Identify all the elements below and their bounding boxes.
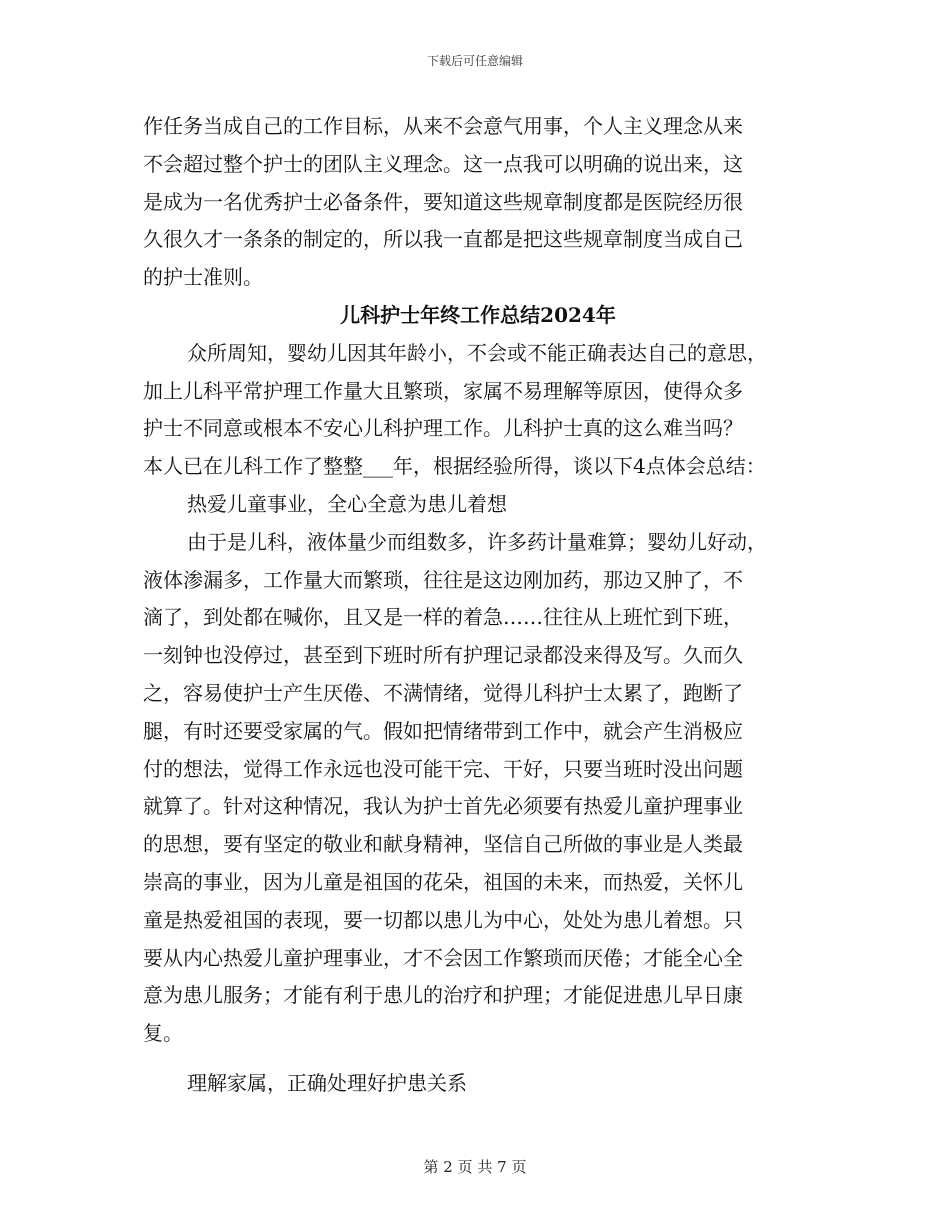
text-line: 的护士准则。: [143, 265, 263, 290]
text-line: 众所周知，婴幼儿因其年龄小，不会或不能正确表达自己的意思，: [187, 340, 767, 365]
text-line: 意为患儿服务；才能有利于患儿的治疗和护理；才能促进患儿早日康: [143, 983, 743, 1008]
paragraph-1: [143, 335, 813, 486]
text-line: 童是热爱祖国的表现，要一切都以患儿为中心，处处为患儿着想。只: [143, 907, 743, 932]
subheading-2: 理解家属，正确处理好护患关系: [187, 1070, 467, 1095]
text-line: 加上儿科平常护理工作量大且繁琐，家属不易理解等原因，使得众多: [143, 378, 743, 403]
text-line: 护士不同意或根本不安心儿科护理工作。儿科护士真的这么难当吗？: [143, 416, 743, 441]
text-line: 腿，有时还要受家属的气。假如把情绪带到工作中，就会产生消极应: [143, 718, 743, 743]
text-line: 就算了。针对这种情况，我认为护士首先必须要有热爱儿童护理事业: [143, 794, 743, 819]
text-line: 的思想，要有坚定的敬业和献身精神，坚信自己所做的事业是人类最: [143, 832, 743, 857]
text-line: 不会超过整个护士的团队主义理念。这一点我可以明确的说出来，这: [143, 151, 743, 176]
text-line: 复。: [143, 1021, 183, 1046]
spacer: [143, 1053, 813, 1065]
section-title: 儿科护士年终工作总结2024年: [340, 302, 616, 327]
subheading-1: 热爱儿童事业，全心全意为患儿着想: [187, 491, 507, 516]
page-header: 下载后可任意编辑: [426, 54, 523, 68]
text-line: 是成为一名优秀护士必备条件，要知道这些规章制度都是医院经历很: [143, 189, 743, 214]
text-line: 久很久才一条条的制定的，所以我一直都是把这些规章制度当成自己: [143, 227, 743, 252]
text-line: 一刻钟也没停过，甚至到下班时所有护理记录都没来得及写。久而久: [143, 643, 743, 668]
text-line: 要从内心热爱儿童护理事业，才不会因工作繁琐而厌倦；才能全心全: [143, 945, 743, 970]
text-line: 之，容易使护士产生厌倦、不满情绪，觉得儿科护士太累了，跑断了: [143, 680, 743, 705]
text-line: 付的想法，觉得工作永远也没可能干完、干好，只要当班时没出问题: [143, 756, 743, 781]
intro-paragraph: [143, 108, 813, 297]
text-line: 由于是儿科，液体量少而组数多，许多药计量难算；婴幼儿好动，: [187, 529, 767, 554]
text-line: 崇高的事业，因为儿童是祖国的花朵，祖国的未来，而热爱，关怀儿: [143, 869, 743, 894]
paragraph-2: [143, 524, 813, 1053]
text-line: 液体渗漏多，工作量大而繁琐，往往是这边刚加药，那边又肿了，不: [143, 567, 743, 592]
text-line: 本人已在儿科工作了整整___年，根据经验所得，谈以下4点体会总结：: [143, 454, 766, 479]
document-body: [143, 108, 813, 1103]
text-line: 滴了，到处都在喊你，且又是一样的着急……往往从上班忙到下班，: [143, 605, 743, 630]
text-line: 作任务当成自己的工作目标，从来不会意气用事，个人主义理念从来: [143, 114, 743, 138]
page-footer: 第 2 页 共 7 页: [423, 1158, 527, 1176]
